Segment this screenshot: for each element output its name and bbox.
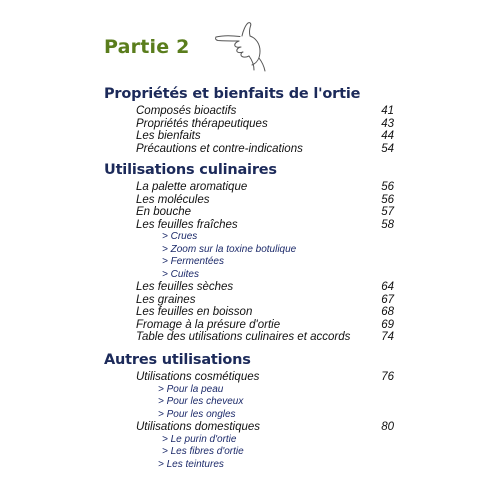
- toc-entry[interactable]: [104, 118, 404, 131]
- toc-entry[interactable]: [104, 181, 404, 194]
- toc-entry-label: Utilisations cosmétiques: [136, 371, 260, 383]
- toc-entry-label: Composés bioactifs: [136, 105, 237, 117]
- toc-entry-page: 56: [381, 193, 394, 206]
- toc-entry-page: 57: [381, 206, 394, 218]
- toc-section: [104, 162, 404, 344]
- toc-entry[interactable]: [104, 130, 404, 143]
- toc-entry-page: 64: [381, 281, 394, 293]
- toc-entry[interactable]: [104, 371, 404, 384]
- toc-entry-label: Les feuilles sèches: [136, 281, 234, 293]
- toc-subentry[interactable]: > Le purin d'ortie: [162, 433, 237, 445]
- toc-entry-page: 58: [381, 218, 394, 231]
- toc-subentry[interactable]: > Les fibres d'ortie: [162, 446, 244, 457]
- toc-subentry[interactable]: > Les teintures: [158, 458, 224, 470]
- toc-entry-page: 67: [381, 293, 394, 306]
- toc-entry-page: 74: [381, 331, 394, 343]
- toc-entry-label: Les molécules: [136, 193, 210, 206]
- toc-subentry[interactable]: > Pour les cheveux: [158, 396, 244, 407]
- toc-subentry[interactable]: > Fermentées: [162, 256, 224, 267]
- toc-entry-label: Fromage à la présure d'ortie: [136, 318, 281, 331]
- toc-entry-page: 54: [381, 142, 394, 155]
- toc-entry[interactable]: [104, 306, 404, 319]
- toc-subentry[interactable]: > Cuites: [162, 268, 199, 280]
- toc-entry-label: La palette aromatique: [136, 181, 248, 193]
- toc-entry-label: En bouche: [136, 206, 191, 218]
- toc-entry-page: 80: [381, 421, 394, 433]
- toc-subentry[interactable]: > Pour la peau: [158, 383, 224, 395]
- section-title: Utilisations culinaires: [104, 162, 277, 178]
- toc-entry[interactable]: [104, 219, 404, 232]
- toc-entry[interactable]: [104, 194, 404, 207]
- pointing-hand-icon: [212, 18, 268, 74]
- toc-entry-label: Propriétés thérapeutiques: [136, 117, 268, 130]
- toc-entry-page: 43: [381, 117, 394, 130]
- toc-entry[interactable]: [104, 206, 404, 219]
- toc-entry[interactable]: [104, 105, 404, 118]
- toc-entry-label: Les bienfaits: [136, 130, 201, 142]
- toc-entry-page: 44: [381, 130, 394, 142]
- toc-entry-page: 56: [381, 181, 394, 193]
- toc-entry[interactable]: [104, 331, 404, 344]
- toc-entry-page: 68: [381, 306, 394, 318]
- toc-entry-label: Table des utilisations culinaires et accords: [136, 331, 351, 343]
- toc-entry-label: Utilisations domestiques: [136, 421, 261, 433]
- toc-entry-page: 76: [381, 371, 394, 383]
- toc-entry[interactable]: [104, 281, 404, 294]
- section-title: Propriétés et bienfaits de l'ortie: [104, 86, 361, 102]
- toc-entry-label: Les graines: [136, 293, 196, 306]
- toc-entry-label: Les feuilles en boisson: [136, 306, 253, 318]
- toc-subentry[interactable]: > Pour les ongles: [158, 408, 236, 420]
- toc-entry[interactable]: [104, 143, 404, 156]
- toc-entry-label: Les feuilles fraîches: [136, 218, 238, 231]
- toc-subentry[interactable]: > Crues: [162, 231, 198, 242]
- toc-entry[interactable]: [104, 421, 404, 434]
- toc-entry-page: 41: [381, 105, 394, 117]
- toc-section: [104, 86, 404, 155]
- toc-entry[interactable]: [104, 294, 404, 307]
- part-title: Partie 2: [104, 36, 190, 58]
- toc-entry-page: 69: [381, 318, 394, 331]
- toc-entry-label: Précautions et contre-indications: [136, 142, 303, 155]
- toc-subentry[interactable]: > Zoom sur la toxine botulique: [162, 243, 297, 255]
- section-title: Autres utilisations: [104, 352, 251, 368]
- toc-section: [104, 352, 404, 471]
- toc-entry[interactable]: [104, 319, 404, 332]
